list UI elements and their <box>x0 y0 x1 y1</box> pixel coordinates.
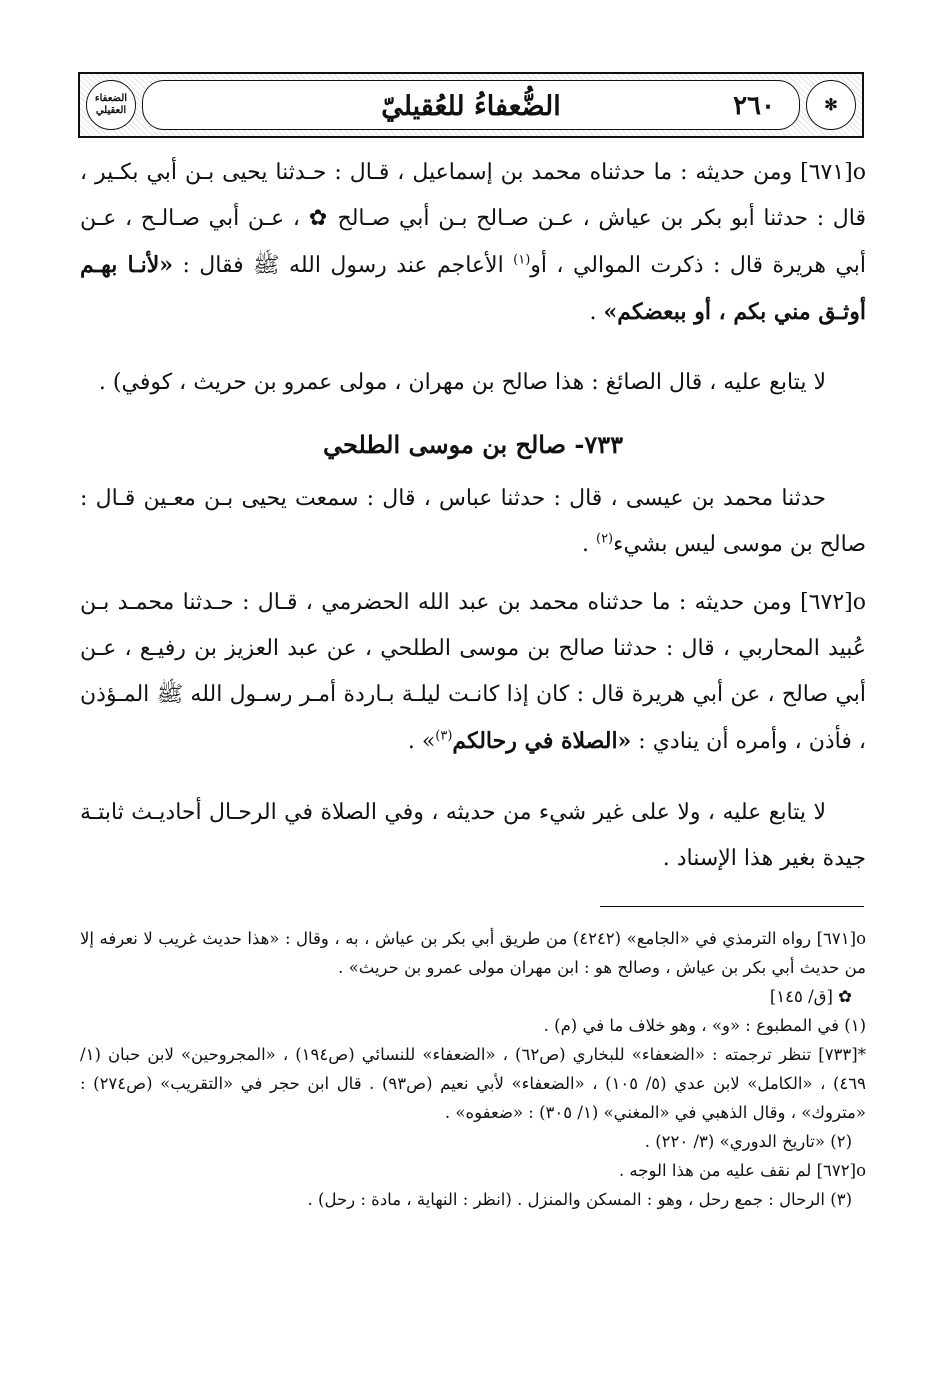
footnote-ref-2: (٢) <box>595 531 614 547</box>
footnote-manuscript-ref: ✿ [ق/ ١٤٥] <box>769 987 852 1006</box>
footnotes <box>80 924 866 1214</box>
hadith-672-text: o[٦٧٢] ومن حديثه : ما حدثناه محمد بن عبد الله الحضرمي ، قـال : حـدثنا محمـد بـن عُبيد المحاربي ، قال : حدثنا صالح بن موسى الطلحي ، عن عبد العزيز بن رفيـع ، عـن أبي صالح ، عن أبي هريرة قال : كان إذا كانـت ليلـة بـاردة أمـر رسـول الله ﷺ المـؤذن ، فأذن ، وأمره أن ينادي : <box>80 590 866 754</box>
hadith-671 <box>80 150 866 336</box>
entry-heading-733: ٧٣٣- صالح بن موسى الطلحي <box>323 430 623 459</box>
entry-733-body: حدثنا محمد بن عيسى ، قال : حدثنا عباس ، قال : سمعت يحيى بـن معـين قـال : صالح بن موسى ليس بشيء <box>80 486 866 557</box>
hadith-671-end: . <box>589 300 604 325</box>
hadith-672-end: » . <box>407 729 436 754</box>
book-emblem-left: الضعفاء العقيلي <box>86 80 136 130</box>
footnote-separator <box>600 906 864 907</box>
footnote-672: o[٦٧٢] لم نقف عليه من هذا الوجه . <box>618 1161 866 1180</box>
ornament-emblem-right: ✻ <box>806 80 856 130</box>
footnote-733: *[٧٣٣] تنظر ترجمته : «الضعفاء» للبخاري (ص٦٢) ، «الضعفاء» للنسائي (ص١٩٤) ، «المجروحين» لابن حبان (١/ ٤٦٩) ، «الكامل» لابن عدي (٥/ ١٠٥) ، «الضعفاء» لأبي نعيم (ص٩٣) . قال ابن حجر في «التقريب» (ص٢٧٤) : «متروك» ، وقال الذهبي في «المغني» (١/ ٣٠٥) : «ضعفوه» . <box>80 1045 867 1122</box>
page-header <box>78 72 864 138</box>
hadith-671-quote: «لأنـا بهـم أوثـق مني بكم ، أو ببعضكم» <box>80 252 866 325</box>
hadith-671-text-cont: الأعاجم عند رسول الله ﷺ فقال : <box>173 253 514 278</box>
header-cartouche <box>142 80 800 130</box>
footnote-3: (٣) الرحال : جمع رحل ، وهو : المسكن والمنزل . (انظر : النهاية ، مادة : رحل) . <box>307 1190 852 1209</box>
entry-733-end: . <box>581 532 596 557</box>
commentary-672: لا يتابع عليه ، ولا على غير شيء من حديثه ، وفي الصلاة في الرحـال أحاديـث ثابتـة جيدة بغير هذا الإسناد . <box>80 800 866 871</box>
hadith-671-text: o[٦٧١] ومن حديثه : ما حدثناه محمد بن إسماعيل ، قـال : حـدثنا يحيى بـن أبي بكـير ، قال : حدثنا أبو بكر بن عياش ، عـن صـالح بـن أبي صـالح ✿ ، عـن أبي صـالـح ، عـن أبي هريرة قال : ذكرت الموالي ، أو <box>80 160 866 278</box>
running-title: الضُّعفاءُ للعُقيليّ <box>381 91 561 122</box>
footnote-1: (١) في المطبوع : «و» ، وهو خلاف ما في (م) . <box>543 1016 866 1035</box>
footnote-ref-3: (٣) <box>435 728 453 744</box>
footnote-ref-1: (١) <box>513 252 531 268</box>
footnote-671: o[٦٧١] رواه الترمذي في «الجامع» (٤٢٤٢) من طريق أبي بكر بن عياش ، به ، وقال : «هذا حديث غريب لا نعرفه إلا من حديث أبي بكر بن عياش ، وصالح هو : ابن مهران مولى عمرو بن حريث» . <box>80 929 866 977</box>
entry-733-text <box>80 476 866 568</box>
hadith-672-quote: «الصلاة في رحالكم <box>452 728 632 754</box>
hadith-672 <box>80 580 866 765</box>
page-number: ٢٦٠ <box>733 91 775 121</box>
commentary-671: لا يتابع عليه ، قال الصائغ : هذا صالح بن مهران ، مولى عمرو بن حريث ، كوفي) . <box>98 370 826 395</box>
footnote-2: (٢) «تاريخ الدوري» (٣/ ٢٢٠) . <box>644 1132 852 1151</box>
